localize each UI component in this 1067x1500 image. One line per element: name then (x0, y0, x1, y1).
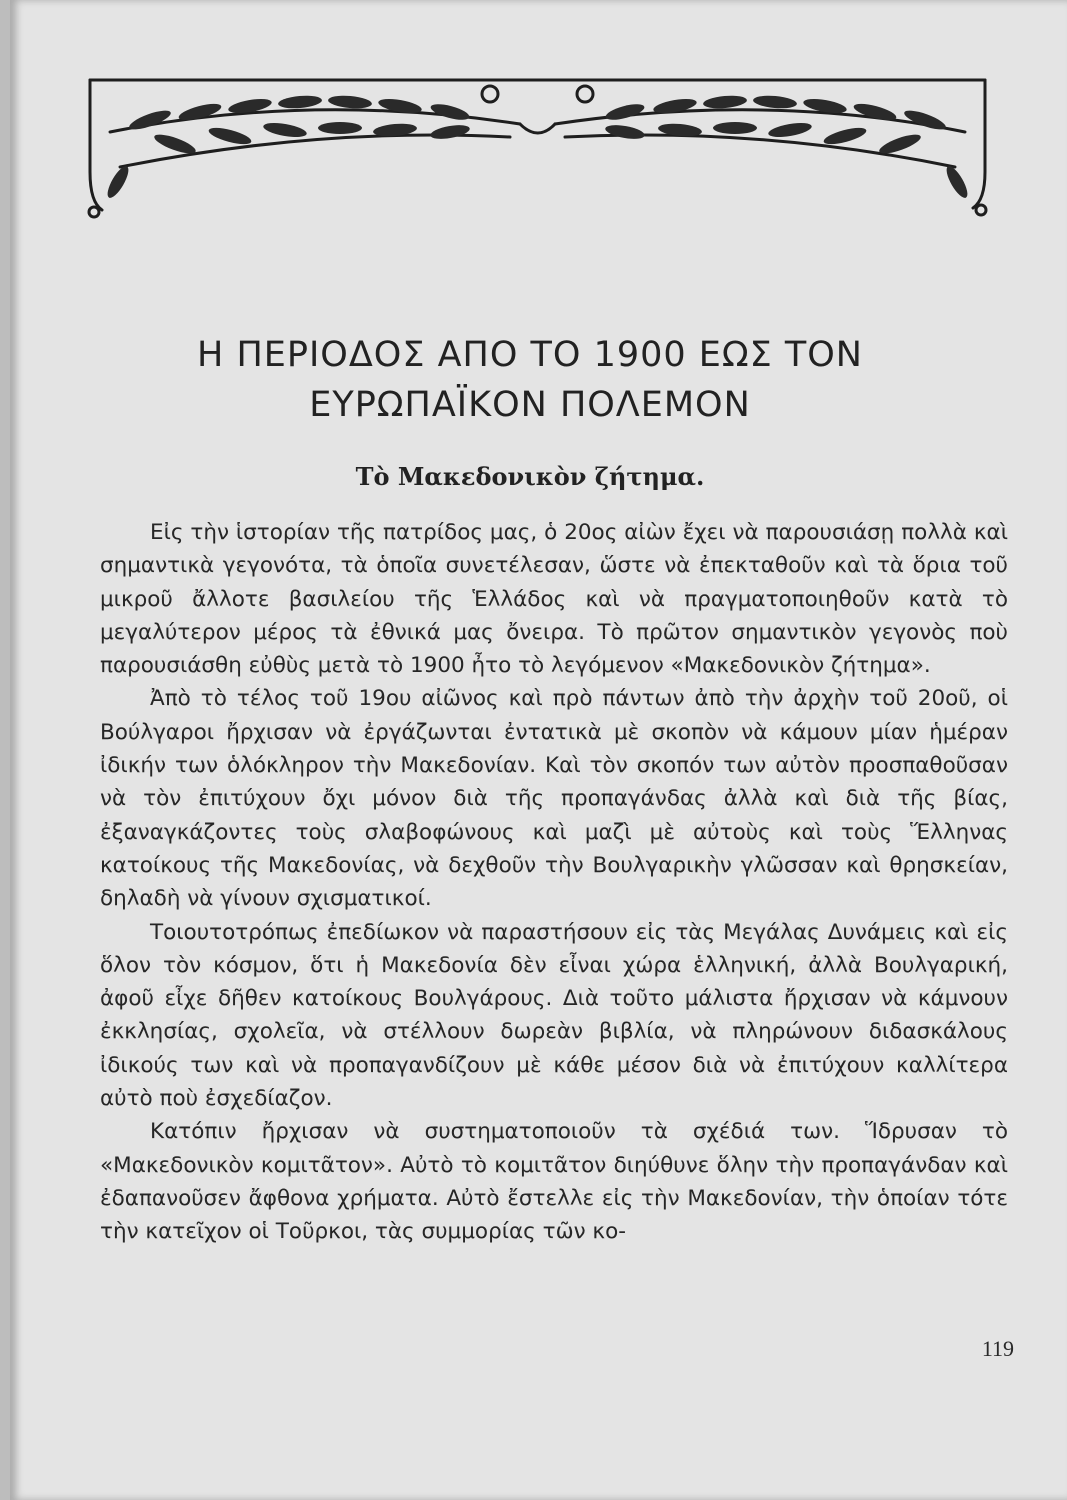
page-number: 119 (981, 1336, 1014, 1361)
paragraph-2: Ἀπὸ τὸ τέλος τοῦ 19ου αἰῶνος καὶ πρὸ πάντων ἀπὸ τὴν ἀρχὴν τοῦ 20οῦ, οἱ Βούλγαροι ἤρχισαν νὰ ἐργάζωνται ἐντατικὰ μὲ σκοπὸν νὰ κάμουν μίαν ἡμέραν ἰδικήν των ὁλόκληρον τὴν Μακεδονίαν. Καὶ τὸν σκοπόν των αὐτὸν προσπαθοῦσαν νὰ τὸν ἐπιτύχουν ὄχι μόνον διὰ τῆς προπαγάνδας ἀλλὰ καὶ διὰ τῆς βίας, ἐξαναγκάζοντες τοὺς σλαβοφώνους καὶ μαζὶ μὲ αὐτοὺς καὶ τοὺς Ἕλληνας κατοίκους τῆς Μακεδονίας, νὰ δεχθοῦν τὴν Βουλγαρικὴν γλῶσσαν καὶ θρησκείαν, δηλαδὴ νὰ γίνουν σχισματικοί. (100, 686, 1008, 912)
paragraph-4: Κατόπιν ἤρχισαν νὰ συστηματοποιοῦν τὰ σχέδιά των. Ἵδρυσαν τὸ «Μακεδονικὸν κομιτᾶτον». Αὐτὸ τὸ κομιτᾶτον διηύθυνε ὅλην τὴν προπαγάνδαν καὶ ἐδαπανοῦσεν ἄφθονα χρήματα. Αὐτὸ ἔστελλε εἰς τὴν Μακεδονίαν, τὴν ὁποίαν τότε τὴν κατεῖχον οἱ Τοῦρκοι, τὰς συμμορίας τῶν κο- (100, 1119, 1008, 1245)
chapter-title (130, 330, 930, 430)
paragraph-1: Εἰς τὴν ἱστορίαν τῆς πατρίδος μας, ὁ 20ος αἰὼν ἔχει νὰ παρουσιάσῃ πολλὰ καὶ σημαντικὰ γεγονότα, τὰ ὁποῖα συνετέλεσαν, ὥστε νὰ ἐπεκταθοῦν καὶ τὰ ὅρια τοῦ μικροῦ ἄλλοτε βασιλείου τῆς Ἑλλάδος καὶ νὰ πραγματοποιηθοῦν κατὰ τὸ μεγαλύτερον μέρος τὰ ἐθνικά μας ὄνειρα. Τὸ πρῶτον σημαντικὸν γεγονὸς ποὺ παρουσιάσθη εὐθὺς μετὰ τὸ 1900 ἦτο τὸ λεγόμενον «Μακεδονικὸν ζήτημα». (100, 520, 1008, 679)
body-text (100, 516, 1008, 1249)
section-heading: Τὸ Μακεδονικὸν ζήτημα. (355, 462, 705, 491)
laurel-ornament (80, 72, 995, 222)
paragraph-3: Τοιουτοτρόπως ἐπεδίωκον νὰ παραστήσουν εἰς τὰς Μεγάλας Δυνάμεις καὶ εἰς ὅλον τὸν κόσμον, ὅτι ἡ Μακεδονία δὲν εἶναι χώρα ἑλληνική, ἀλλὰ Βουλγαρική, ἀφοῦ εἶχε δῆθεν κατοίκους Βουλγάρους. Διὰ τοῦτο μάλιστα ἤρχισαν νὰ κάμνουν ἐκκλησίας, σχολεῖα, νὰ στέλλουν δωρεὰν βιβλία, νὰ πληρώνουν διδασκάλους ἰδικούς των καὶ νὰ προπαγανδίζουν μὲ κάθε μέσον διὰ νὰ ἐπιτύχουν καλλίτερα αὐτὸ ποὺ ἐσχεδίαζον. (100, 919, 1008, 1112)
chapter-title-line-2: ΕΥΡΩΠΑΪΚΟΝ ΠΟΛΕΜΟΝ (309, 385, 751, 425)
book-page (10, 0, 1067, 1500)
chapter-title-line-1: Η ΠΕΡΙΟΔΟΣ ΑΠΟ ΤΟ 1900 ΕΩΣ ΤΟΝ (197, 335, 863, 375)
